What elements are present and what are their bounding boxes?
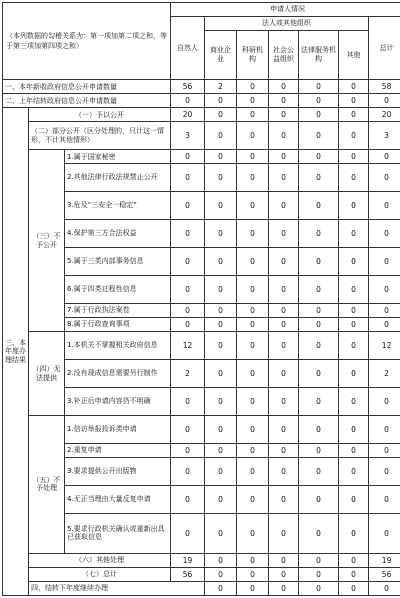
cell-social: 0 (269, 513, 299, 553)
cell-other: 0 (339, 567, 369, 581)
cell-legal-service: 0 (299, 192, 339, 220)
cell-natural: 3 (171, 122, 205, 150)
header-research: 科研机构 (237, 30, 269, 80)
cell-legal-service: 0 (299, 80, 339, 94)
row-label: 二、上年结转政府信息公开申请数量 (3, 94, 171, 108)
cell-research: 0 (269, 581, 299, 595)
cell-legal-service: 0 (299, 304, 339, 318)
cell-other: 0 (339, 553, 369, 567)
row-label: 1.信访举报投诉类申请 (65, 416, 171, 444)
cell-social: 0 (269, 318, 299, 332)
cell-natural: 0 (171, 318, 205, 332)
cell-social: 0 (269, 332, 299, 360)
cell-social: 0 (269, 248, 299, 276)
cell-other: 0 (339, 220, 369, 248)
cell-natural: 0 (171, 150, 205, 164)
cell-social: 0 (299, 581, 339, 595)
row-label: 3.要求提供公开出版物 (65, 458, 171, 486)
cell-commercial: 0 (205, 458, 237, 486)
cell-other: 0 (339, 248, 369, 276)
cell-social: 0 (269, 80, 299, 94)
cell-natural: 56 (171, 80, 205, 94)
cell-research: 0 (237, 108, 269, 122)
cell-research: 0 (237, 94, 269, 108)
cell-total: 0 (369, 192, 400, 220)
row-label: 四、结转下年度继续办理 (29, 581, 205, 595)
cell-legal-service: 0 (299, 458, 339, 486)
cell-natural: 0 (171, 388, 205, 416)
cell-legal-service: 0 (299, 220, 339, 248)
cell-natural: 0 (171, 304, 205, 318)
cell-legal-service: 0 (299, 248, 339, 276)
cell-total: 0 (369, 164, 400, 192)
cell-commercial: 0 (205, 553, 237, 567)
cell-commercial: 0 (205, 513, 237, 553)
table-row (3, 80, 400, 94)
cell-legal-service: 0 (299, 444, 339, 458)
cell-total: 19 (369, 553, 400, 567)
cell-research: 0 (237, 150, 269, 164)
cell-legal-service: 0 (299, 553, 339, 567)
cell-natural: 0 (171, 94, 205, 108)
cell-other: 0 (339, 444, 369, 458)
cell-commercial: 0 (205, 220, 237, 248)
row-label: 5.要求行政机关确认或重新出具已获取信息 (65, 513, 171, 553)
row-label: 4.保护第三方合法权益 (65, 220, 171, 248)
cell-legal-service: 0 (299, 318, 339, 332)
cell-social: 0 (269, 108, 299, 122)
cell-commercial: 0 (205, 192, 237, 220)
cell-total: 0 (369, 416, 400, 444)
row-label: 一、本年新收政府信息公开申请数量 (3, 80, 171, 94)
cell-natural: 0 (171, 486, 205, 514)
cell-other: 0 (339, 458, 369, 486)
cell-social: 0 (269, 304, 299, 318)
section3-label: 三、本年度办理结果 (3, 108, 29, 596)
cell-commercial: 0 (205, 108, 237, 122)
table-row (3, 553, 400, 567)
cell-other: 0 (339, 388, 369, 416)
cell-other: 0 (339, 486, 369, 514)
cell-commercial: 0 (205, 332, 237, 360)
row-label: （六）其他处理 (29, 553, 171, 567)
header-note: （本列数据的勾稽关系为：第一项加第二项之和，等于第三项加第四项之和） (3, 3, 171, 80)
cell-other: 0 (339, 80, 369, 94)
cell-total: 0 (369, 444, 400, 458)
cell-total: 0 (369, 276, 400, 304)
cell-other: 0 (339, 164, 369, 192)
cell-natural: 0 (171, 458, 205, 486)
header-total: 总计 (369, 16, 400, 79)
row-label: 1.属于国家秘密 (65, 150, 171, 164)
cell-research: 0 (237, 567, 269, 581)
cell-other: 0 (339, 192, 369, 220)
table-row (3, 416, 400, 444)
cell-other: 0 (339, 416, 369, 444)
row-label: 5.属于三类内部事务信息 (65, 248, 171, 276)
row-label: （二）部分公开（区分处理的，只计这一情形，不计其他情形） (29, 122, 171, 150)
cell-total: 20 (369, 108, 400, 122)
cell-social: 0 (269, 388, 299, 416)
cell-research: 0 (237, 513, 269, 553)
cell-social: 0 (269, 150, 299, 164)
cell-other: 0 (339, 122, 369, 150)
cell-total: 0 (369, 318, 400, 332)
cell-total: 0 (369, 150, 400, 164)
cell-commercial: 0 (205, 122, 237, 150)
cell-legal-service: 0 (299, 360, 339, 388)
cell-natural: 0 (171, 513, 205, 553)
cell-legal-service: 0 (299, 276, 339, 304)
cell-commercial: 0 (205, 388, 237, 416)
cell-social: 0 (269, 192, 299, 220)
cell-research: 0 (237, 416, 269, 444)
cell-commercial: 0 (205, 486, 237, 514)
row-label: 3.补正后申请内容仍不明确 (65, 388, 171, 416)
cell-research: 0 (237, 360, 269, 388)
cell-research: 0 (237, 304, 269, 318)
cell-commercial: 0 (205, 276, 237, 304)
cell-social: 0 (269, 444, 299, 458)
row-label: 4.无正当理由大量反复申请 (65, 486, 171, 514)
row-label: 2.重复申请 (65, 444, 171, 458)
cell-other: 0 (339, 108, 369, 122)
cell-social: 0 (269, 360, 299, 388)
table-row (3, 150, 400, 164)
cell-natural: 0 (171, 248, 205, 276)
cell-legal-service: 0 (299, 122, 339, 150)
cell-natural: 0 (171, 164, 205, 192)
cell-research: 0 (237, 444, 269, 458)
cell-total: 0 (369, 248, 400, 276)
cell-legal-service: 0 (299, 94, 339, 108)
cell-natural: 0 (171, 192, 205, 220)
cell-legal-service: 0 (299, 108, 339, 122)
cell-social: 0 (269, 486, 299, 514)
row-label: （一）予以公开 (29, 108, 171, 122)
cell-social: 0 (269, 94, 299, 108)
cell-social: 0 (269, 553, 299, 567)
cell-other: 0 (339, 513, 369, 553)
cell-research: 0 (237, 192, 269, 220)
cell-social: 0 (269, 416, 299, 444)
cell-commercial: 0 (205, 416, 237, 444)
cell-legal-service: 0 (339, 581, 369, 595)
cell-total: 0 (369, 94, 400, 108)
cell-research: 0 (237, 332, 269, 360)
cell-natural: 0 (171, 220, 205, 248)
cell-natural: 12 (171, 332, 205, 360)
cell-research: 0 (237, 276, 269, 304)
cell-commercial: 0 (205, 248, 237, 276)
cell-legal-service: 0 (299, 150, 339, 164)
cell-total: 58 (369, 80, 400, 94)
cell-commercial: 0 (205, 318, 237, 332)
row-label: （七）总计 (29, 567, 171, 581)
cell-natural: 0 (171, 416, 205, 444)
cell-commercial: 0 (205, 360, 237, 388)
row-label: 8.属于行政查询事项 (65, 318, 171, 332)
cell-research: 0 (237, 248, 269, 276)
cell-social: 0 (269, 122, 299, 150)
cell-natural: 20 (171, 108, 205, 122)
cell-commercial: 0 (205, 94, 237, 108)
table-row (3, 108, 400, 122)
cell-commercial: 0 (205, 444, 237, 458)
header-legal-service: 法律服务机构 (299, 30, 339, 80)
cell-natural: 0 (171, 444, 205, 458)
cell-natural: 56 (171, 567, 205, 581)
header-other: 其他 (339, 30, 369, 80)
cell-total: 3 (369, 122, 400, 150)
cell-commercial: 0 (237, 581, 269, 595)
cell-legal-service: 0 (299, 513, 339, 553)
cell-legal-service: 0 (299, 416, 339, 444)
cell-research: 0 (237, 388, 269, 416)
header-social-welfare: 社会公益组织 (269, 30, 299, 80)
cell-other: 0 (369, 581, 400, 595)
cell-social: 0 (269, 567, 299, 581)
cell-commercial: 0 (205, 304, 237, 318)
cell-natural: 2 (171, 360, 205, 388)
cell-research: 0 (237, 318, 269, 332)
cell-total: 0 (369, 486, 400, 514)
cell-social: 0 (269, 458, 299, 486)
cell-other: 0 (339, 360, 369, 388)
cell-commercial: 0 (205, 150, 237, 164)
cell-social: 0 (269, 276, 299, 304)
cell-natural: 19 (171, 553, 205, 567)
row-label: 2.没有现成信息需要另行制作 (65, 360, 171, 388)
disclosure-statistics-table (2, 2, 400, 596)
row-label: 3.危及“三安全一稳定” (65, 192, 171, 220)
cell-commercial: 0 (205, 567, 237, 581)
cell-total: 0 (369, 388, 400, 416)
table-row (3, 122, 400, 150)
cell-research: 0 (237, 80, 269, 94)
cell-social: 0 (269, 164, 299, 192)
group-label-unable-to-provide: （四）无法提供 (29, 332, 65, 416)
cell-other: 0 (339, 332, 369, 360)
cell-legal-service: 0 (299, 164, 339, 192)
table-row (3, 581, 400, 595)
cell-other: 0 (339, 150, 369, 164)
cell-legal-service: 0 (299, 486, 339, 514)
cell-other: 0 (339, 94, 369, 108)
header-applicant-situation: 申请人情况 (171, 3, 400, 17)
row-label: 7.属于行政执法案卷 (65, 304, 171, 318)
cell-legal-service: 0 (299, 388, 339, 416)
row-label: 2.其他法律行政法规禁止公开 (65, 164, 171, 192)
table-row (3, 94, 400, 108)
row-label: 1.本机关不掌握相关政府信息 (65, 332, 171, 360)
cell-social: 0 (269, 220, 299, 248)
cell-research: 0 (237, 458, 269, 486)
header-legal-group: 法人或其他组织 (205, 16, 369, 30)
cell-total: 0 (369, 513, 400, 553)
group-label-not-processed: （五）不予处理 (29, 416, 65, 554)
cell-natural: 0 (171, 276, 205, 304)
cell-legal-service: 0 (299, 567, 339, 581)
cell-other: 0 (339, 276, 369, 304)
cell-legal-service: 0 (299, 332, 339, 360)
cell-natural: 0 (205, 581, 237, 595)
cell-total: 0 (369, 458, 400, 486)
row-label: 6.属于四类过程性信息 (65, 276, 171, 304)
cell-other: 0 (339, 318, 369, 332)
group-label-not-disclosed: （三）不予公开 (29, 150, 65, 332)
cell-total: 0 (369, 304, 400, 318)
table-row (3, 332, 400, 360)
cell-research: 0 (237, 553, 269, 567)
cell-research: 0 (237, 220, 269, 248)
cell-research: 0 (237, 164, 269, 192)
cell-research: 0 (237, 122, 269, 150)
header-natural-person: 自然人 (171, 16, 205, 79)
cell-other: 0 (339, 304, 369, 318)
cell-total: 12 (369, 332, 400, 360)
header-commercial: 商业企业 (205, 30, 237, 80)
cell-commercial: 0 (205, 164, 237, 192)
cell-total: 0 (369, 220, 400, 248)
cell-commercial: 2 (205, 80, 237, 94)
cell-total: 2 (369, 360, 400, 388)
table-row (3, 567, 400, 581)
cell-research: 0 (237, 486, 269, 514)
cell-total: 56 (369, 567, 400, 581)
